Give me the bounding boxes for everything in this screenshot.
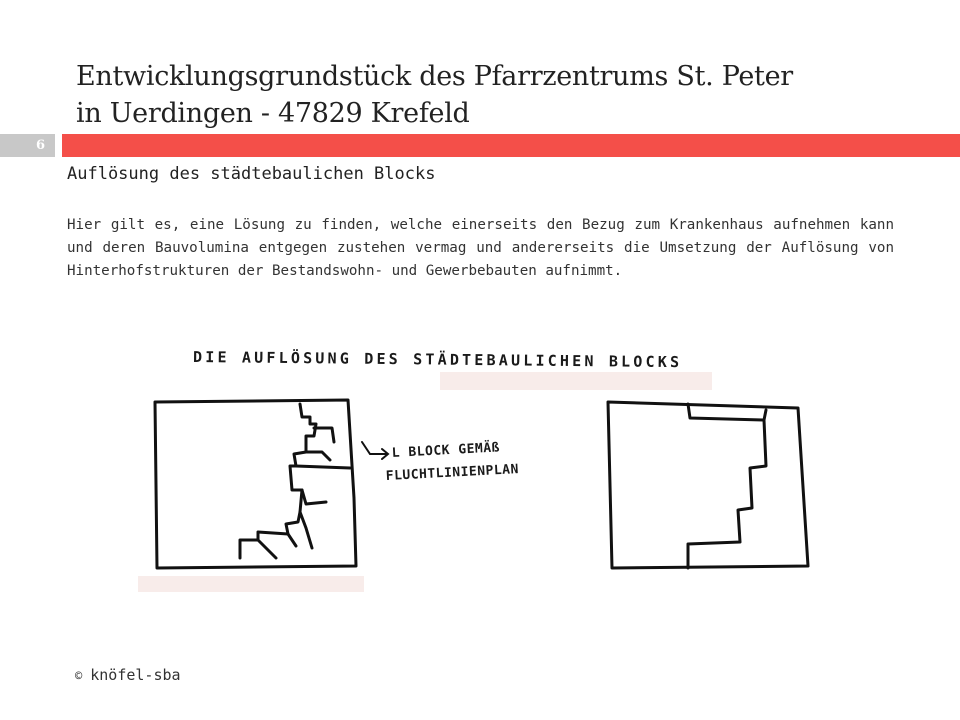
sketch-heading: DIE AUFLÖSUNG DES STÄDTEBAULICHEN BLOCKS: [192, 348, 683, 372]
footer-author: knöfel-sba: [90, 666, 181, 684]
sketch-annotation-line-1: L BLOCK GEMÄß: [391, 440, 501, 461]
right-block-drawing: [608, 402, 808, 568]
slide-number: 6: [35, 138, 45, 153]
left-block-drawing: [155, 400, 356, 568]
slide-title-line-2: in Uerdingen - 47829 Krefeld: [76, 98, 470, 129]
arrow-icon: [362, 442, 388, 459]
sketch-annotation-line-2: FLUCHTLINIENPLAN: [385, 462, 520, 484]
slide-title-line-1: Entwicklungsgrundstück des Pfarrzentrums St. Peter: [76, 61, 793, 92]
sketch-bleed-top: [440, 372, 712, 390]
section-paragraph: Hier gilt es, eine Lösung zu finden, welche einerseits den Bezug zum Krankenhaus aufnehmen kann und deren Bauvolumina entgegen zustehen vermag und andererseits die Umsetzung der Auflösung von Hinterhofstrukturen der Bestandswohn- und Gewerbebauten aufnimmt.: [67, 217, 894, 279]
sketch-bleed-bottom: [138, 576, 364, 592]
copyright-icon: ©: [75, 669, 83, 683]
section-heading: Auflösung des städtebaulichen Blocks: [67, 164, 436, 184]
footer: [75, 666, 181, 684]
